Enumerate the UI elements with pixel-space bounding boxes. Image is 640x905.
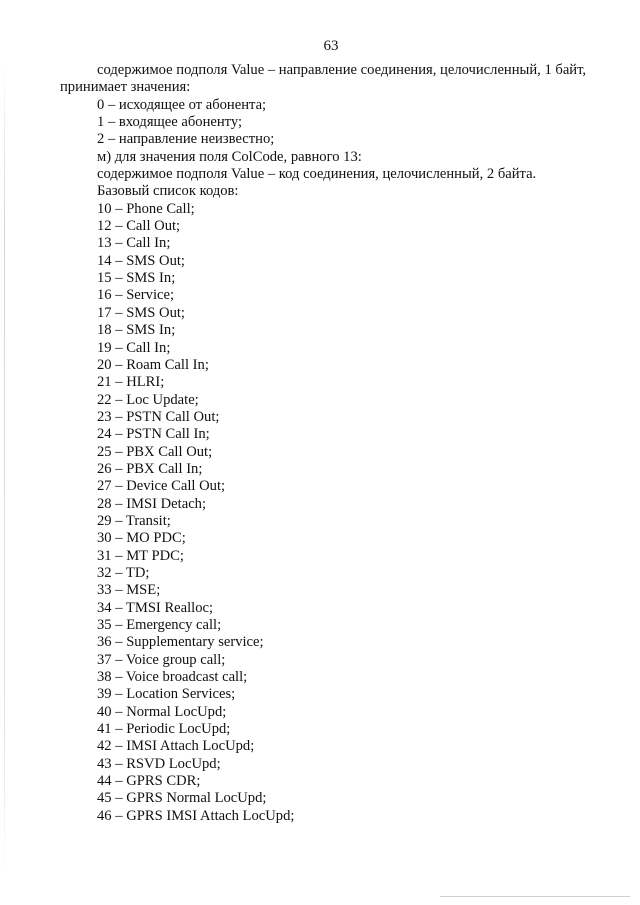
code-list-item: 12 – Call Out;: [97, 218, 181, 235]
intro-line: содержимое подполя Value – код соединения, целочисленный, 2 байта.: [97, 166, 537, 183]
page-number: 63: [323, 38, 339, 54]
code-list-item: 23 – PSTN Call Out;: [97, 408, 220, 425]
code-list-item: 28 – IMSI Detach;: [97, 495, 207, 512]
code-list: [60, 201, 620, 825]
code-list-item: 27 – Device Call Out;: [97, 478, 226, 495]
code-list-item: 36 – Supplementary service;: [97, 634, 264, 651]
intro-line: м) для значения поля ColCode, равного 13:: [97, 148, 362, 165]
code-list-item: 45 – GPRS Normal LocUpd;: [97, 790, 267, 807]
intro-line: принимает значения:: [60, 79, 191, 96]
code-list-item: 40 – Normal LocUpd;: [97, 703, 227, 720]
code-list-item: 30 – MO PDC;: [97, 530, 186, 547]
code-list-item: 13 – Call In;: [97, 235, 171, 252]
code-list-item: 25 – PBX Call Out;: [97, 443, 213, 460]
code-list-item: 10 – Phone Call;: [97, 200, 195, 217]
code-list-item: 32 – TD;: [97, 564, 150, 581]
scan-edge-bottom: [440, 896, 630, 897]
intro-line: 1 – входящее абоненту;: [97, 114, 243, 131]
code-list-item: 17 – SMS Out;: [97, 304, 185, 321]
code-list-item: 37 – Voice group call;: [97, 651, 226, 668]
code-list-item: 38 – Voice broadcast call;: [97, 669, 248, 686]
code-list-item: 14 – SMS Out;: [97, 252, 185, 269]
code-list-item: 34 – TMSI Realloc;: [97, 599, 214, 616]
code-list-item: 21 – HLRI;: [97, 374, 165, 391]
code-list-item: 39 – Location Services;: [97, 686, 236, 703]
code-list-item: 18 – SMS In;: [97, 322, 176, 339]
code-list-item: 22 – Loc Update;: [97, 391, 199, 408]
code-list-item: 19 – Call In;: [97, 339, 171, 356]
code-list-item: 16 – Service;: [97, 287, 175, 304]
code-list-item: 35 – Emergency call;: [97, 617, 222, 633]
code-list-item: 33 – MSE;: [97, 582, 161, 599]
code-list-item: 15 – SMS In;: [97, 270, 176, 287]
code-list-item: 42 – IMSI Attach LocUpd;: [97, 738, 255, 755]
intro-line: 0 – исходящее от абонента;: [97, 96, 267, 113]
intro-paragraphs: [60, 62, 620, 201]
intro-line: 2 – направление неизвестно;: [97, 131, 275, 148]
document-body: [60, 62, 620, 825]
code-list-item: 41 – Periodic LocUpd;: [97, 721, 231, 738]
intro-line: Базовый список кодов:: [97, 183, 239, 200]
code-list-item: 31 – MT PDC;: [97, 547, 184, 564]
code-list-item: 43 – RSVD LocUpd;: [97, 755, 221, 772]
intro-line: содержимое подполя Value – направление соединения, целочисленный, 1 байт,: [97, 62, 587, 78]
code-list-item: 20 – Roam Call In;: [97, 356, 209, 373]
code-list-item: 24 – PSTN Call In;: [97, 426, 210, 443]
code-list-item: 29 – Transit;: [97, 512, 171, 529]
code-list-item: 26 – PBX Call In;: [97, 460, 203, 477]
scan-edge-left: [4, 60, 5, 880]
code-list-item: 44 – GPRS CDR;: [97, 773, 201, 790]
code-list-item: 46 – GPRS IMSI Attach LocUpd;: [97, 807, 295, 824]
